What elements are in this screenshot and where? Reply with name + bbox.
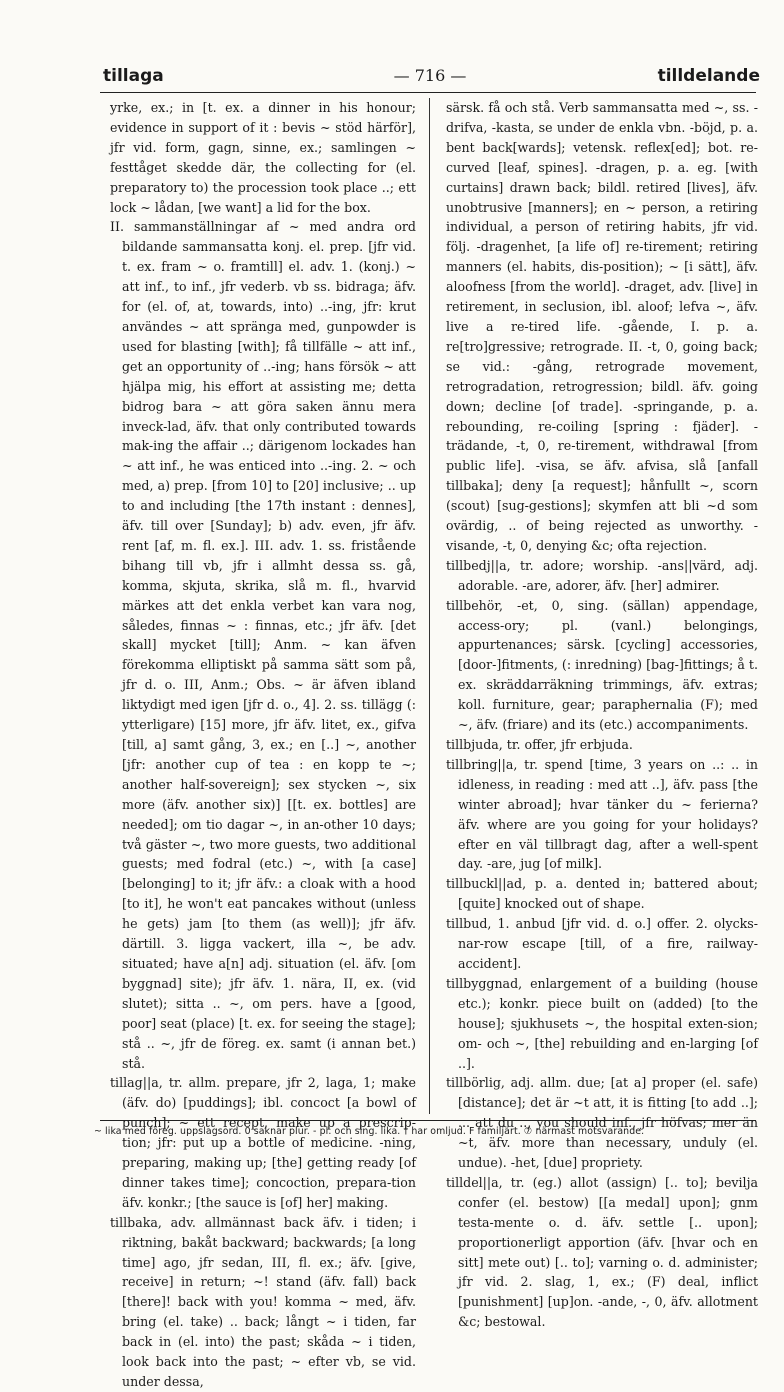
header-rule: [100, 92, 756, 93]
entry-tillbehor: tillbehör, -et, 0, sing. (sällan) appendage, access-ory; pl. (vanl.) belongings, appurtenances; särsk. [cycling] accessories, [door-]fitments, (: inredning) [bag-]fittings; å t. ex. skräddarräkning trimmings, äfv. extras; koll. furniture, gear; paraphernalia (F); med ~, äfv. (friare) and its (etc.) accompaniments.: [446, 597, 758, 733]
entry-tillbaka: tillbaka, adv. allmännast back äfv. i tiden; i riktning, bakåt backward; backwards; [a long time] ago, jfr sedan, III, fl. ex.; äfv. [give, receive] in return; ~! stand (äfv. fall) back [there]! back with you! komma ~ med, äfv. bring (el. take) .. back; långt ~ i tiden, far back in (el. into) the past; skåda ~ i tiden, look back into the past; ~ efter vb, se vid. under dessa,: [110, 1214, 416, 1389]
left-running-headword: tillaga: [103, 66, 164, 86]
column-divider: [429, 98, 430, 1114]
footer-rule: [100, 1120, 756, 1121]
entry-tillbyggnad: tillbyggnad, enlargement of a building (house etc.); konkr. piece built on (added) [to the house]; sjukhusets ~, the hospital exten-sion; om- och ~, [the] rebuilding and en-larging [of ..].: [446, 975, 758, 1071]
entry-tillbjuda: tillbjuda, tr. offer, jfr erbjuda.: [446, 737, 633, 752]
entry-tillbaka-compounds: särsk. få och stå. Verb sammansatta med ~, ss. -drifva, -kasta, se under de enkla vbn. -böjd, p. a. bent back[wards]; vetensk. reflex[ed]; bot. re-curved [leaf, spines]. -dragen, p. a. eg. [with curtains] drawn back; bildl. retired [lives], äfv. unobtrusive [manners]; en ~ person, a retiring individual, a person of retiring habits, jfr vid. följ. -dragenhet, [a life of] re-tirement; retiring manners (el. habits, dis-position); ~ [i sätt], äfv. aloofness [from the world]. -draget, adv. [live] in retirement, in seclusion, ibl. aloof; lefva ~, äfv. live a re-tired life. -gående, I. p. a. re[tro]gressive; retrograde. II. -t, 0, going back; se vid.: -gång, retrograde movement, retrogradation, retrogression; bildl. äfv. going down; decline [of trade]. -springande, p. a. rebounding, re-coiling [spring : fjäder]. -trädande, -t, 0, re-tirement, withdrawal [from public life]. -visa, se äfv. afvisa, slå [anfall tillbaka]; deny [a request]; hånfullt ~, scorn (scout) [sug-gestions]; skymfen att bli ~d som ovärdig, .. of being rejected as unworthy. -visande, -t, 0, denying &c; ofta rejection.: [446, 100, 758, 553]
abbreviation-legend: ~ lika med föreg. uppslagsord. 0 saknar plur. - pl. och sing. lika. † har omljud. F familjärt. ⑦ närmast motsvarande.: [94, 1126, 645, 1137]
entry-tilldela: tilldel||a, tr. (eg.) allot (assign) [.. to]; bevilja confer (el. bestow) [[a medal] upon]; gnm testa-mente o. d. äfv. settle [.. upon]; proportionerligt apportion (äfv. [hvar och en sitt] mete out) [.. to]; varning o. d. administer; jfr vid. 2. slag, 1, ex.; (F) deal, inflict [punishment] [up]on. -ande, -, 0, äfv. allotment &c; bestowal.: [446, 1174, 758, 1330]
entry-tillbedja: tillbedj||a, tr. adore; worship. -ans||värd, adj. adorable. -are, adorer, äfv. [her] admirer.: [446, 557, 758, 593]
right-column: [446, 98, 758, 1330]
entry-tillbucklad: tillbuckl||ad, p. a. dented in; battered about; [quite] knocked out of shape.: [446, 876, 758, 912]
entry-till-section-ii: II. sammanställningar af ~ med andra ord bildande sammansatta konj. el. prep. [jfr vid. t. ex. fram ~ o. framtill] el. adv. 1. (konj.) ~ att inf., to inf., jfr vederb. vb ss. bidraga; äfv. for (el. of, at, towards, into) ..-ing, jfr: krut användes ~ att spränga med, gunpowder is used for blasting [with]; få tillfälle ~ att inf., get an opportunity of ..-ing; hans försök ~ att hjälpa mig, his effort at assisting me; detta bidrog bara ~ att göra saken ännu mera inveck-lad, äfv. that only contributed towards mak-ing the affair ..; därigenom lockades han ~ att inf., he was enticed into ..-ing. 2. ~ och med, a) prep. [from 10] to [20] inclusive; .. up to and including [the 17th instant : dennes], äfv. till over [Sunday]; b) adv. even, jfr äfv. rent [af, m. fl. ex.]. III. adv. 1. ss. fristående bihang till vb, jfr i allmht dessa ss. gå, komma, skjuta, skrika, slå m. fl., hvarvid märkes att det enkla verbet kan vara nog, således, finnas ~ : finnas, etc.; jfr äfv. [det skall] mycket [till]; Anm. ~ kan äfven förekomma elliptiskt på samma sätt som på, jfr d. o. III, Anm.; Obs. ~ är äfven ibland liktydigt med igen [jfr d. o., 4]. 2. ss. tillägg (: ytterligare) [15] more, jfr äfv. litet, ex., gifva [till, a] samt gång, 3, ex.; en [..] ~, another [jfr: another cup of tea : en kopp te ~; another half-sovereign]; sex stycken ~, six more (äfv. another six)] [[t. ex. bottles] are needed]; om tio dagar ~, in an-other 10 days; två gäster ~, two more guests, two additional guests; med fodral (etc.) ~, with [a case] [belonging] to it; jfr äfv.: a cloak with a hood [to it], he won't eat pancakes without (unless he gets) jam [to them (as well)]; jfr äfv. därtill. 3. ligga vackert, illa ~, be adv. situated; have a[n] adj. situation (el. äfv. [om byggnad] site); jfr äfv. 1. nära, II, ex. (vid slutet); sitta .. ~, om pers. have a [good, poor] seat (place) [t. ex. for seeing the stage]; stå .. ~, jfr de föreg. ex. samt (i annan bet.) stå.: [110, 219, 416, 1071]
entry-tillborlig: tillbörlig, adj. allm. due; [at a] proper (el. safe) [distance]; det är ~t att, it is fitting [to add ..]; ... att du .., you should inf., jfr höfvas; mer än ~t, äfv. more than necessary, unduly (el. undue). -het, [due] propriety.: [446, 1075, 758, 1171]
entry-tillbud: tillbud, 1. anbud [jfr vid. d. o.] offer. 2. olycks- nar-row escape [till, of a fire, railway-accident].: [446, 916, 758, 971]
page-number: — 716 —: [393, 66, 467, 85]
entry-continuation: yrke, ex.; in [t. ex. a dinner in his honour; evidence in support of it : bevis ~ stöd härför], jfr vid. form, gagn, sinne, ex.; samlingen ~ festtåget skedde där, the collecting for (el. preparatory to) the procession took place ..; ett lock ~ lådan, [we want] a lid for the box.: [110, 100, 416, 215]
entry-tillbringa: tillbring||a, tr. spend [time, 3 years on ..: .. in idleness, in reading : med att ..], äfv. pass [the winter abroad]; hvar tänker du ~ ferierna? äfv. where are you going for your holidays? efter en väl tillbragt dag, after a well-spent day. -are, jug [of milk].: [446, 756, 758, 872]
right-running-headword: tilldelande: [657, 66, 760, 86]
entry-tillaga: tillag||a, tr. allm. prepare, jfr 2, laga, 1; make (äfv. do) [puddings]; ibl. concoct [a bowl of punch]; ~ ett recept, make up a prescrip-tion; jfr: put up a bottle of medicine. -ning, preparing, making up; [the] getting ready [of dinner takes time]; concoction, prepara-tion äfv. konkr.; [the sauce is [of] her] making.: [110, 1075, 416, 1210]
page-header: [100, 62, 760, 90]
